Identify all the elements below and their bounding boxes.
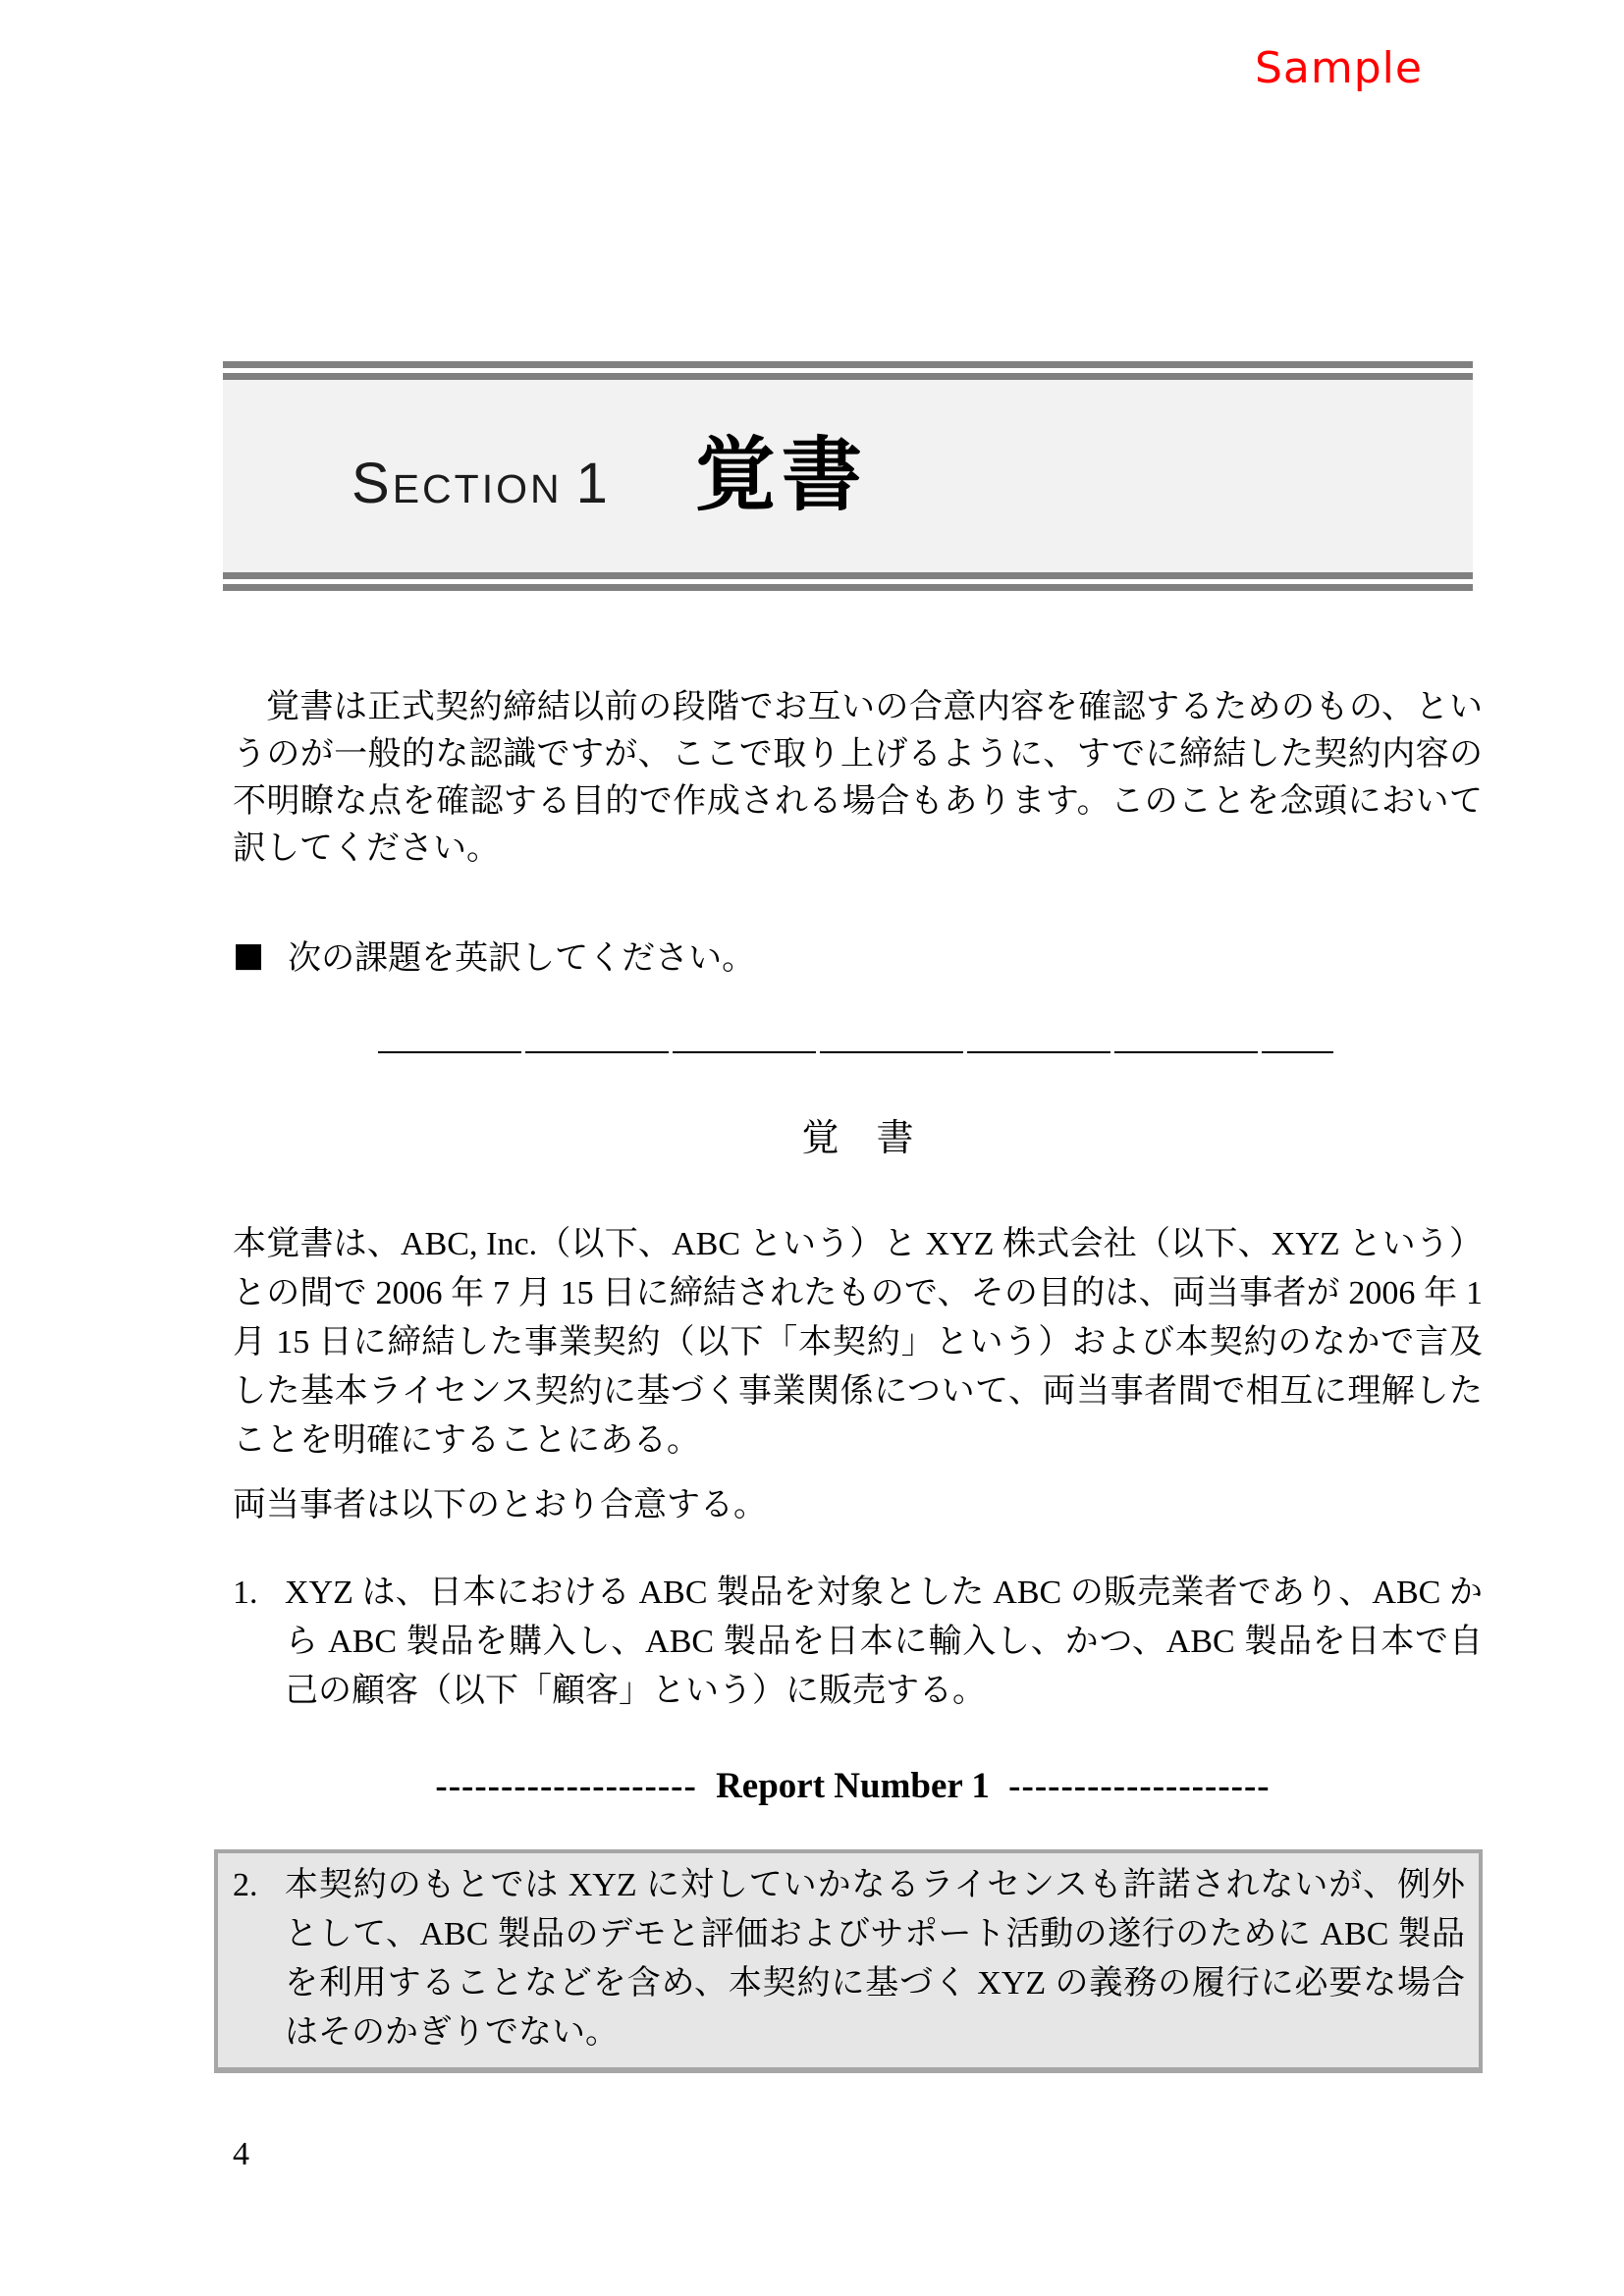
header-top-rule-2 <box>223 373 1473 380</box>
memo-item-1 <box>233 1569 1483 1716</box>
report-number-divider <box>223 1765 1483 1807</box>
divider-left-dashes: -------------------- <box>435 1766 697 1806</box>
header-bottom-rule-2 <box>223 584 1473 591</box>
header-bottom-rule-1 <box>223 572 1473 579</box>
memo-title: 覚 書 <box>801 1118 914 1159</box>
section-word-rest: ECTION <box>392 466 563 511</box>
task-instruction-row <box>233 931 1483 979</box>
section-header <box>223 361 1473 591</box>
memo-item-2 <box>233 1861 1465 2057</box>
sample-watermark: Sample <box>1255 43 1423 93</box>
memo-body-paragraph: 本覚書は、ABC, Inc.（以下、ABC という）と XYZ 株式会社（以下、XYZ という）との間で 2006 年 7 月 15 日に締結されたもので、その目的は、両当事者が 2006 年 1 月 15 日に締結した事業契約（以下「本契約」という）および本契約のなかで言及した基本ライセンス契約に基づく事業関係について、両当事者間で相互に理解したことを明確にすることにある。 <box>233 1226 1483 1459</box>
task-instruction-text: 次の課題を英訳してください。 <box>288 938 756 978</box>
page-number: 4 <box>233 2136 249 2172</box>
memo-item-1-text: XYZ は、日本における ABC 製品を対象とした ABC の販売業者であり、ABC から ABC 製品を購入し、ABC 製品を日本に輸入し、かつ、ABC 製品を日本で自己の顧客（以下「顧客」という）に販売する。 <box>285 1575 1483 1709</box>
section-title: 覚書 <box>694 429 868 522</box>
memo-item-2-number: 2. <box>233 1867 258 1903</box>
memo-item-1-number: 1. <box>233 1575 258 1611</box>
section-number: 1 <box>575 452 611 515</box>
section-word-initial: S <box>352 452 393 515</box>
memo-item-2-text: 本契約のもとでは XYZ に対していかなるライセンスも許諾されないが、例外として、ABC 製品のデモと評価およびサポート活動の遂行のために ABC 製品を利用することなどを含め、本契約に基づく XYZ の義務の履行に必要な場合はそのかぎりでない。 <box>285 1867 1465 2051</box>
section-header-band <box>223 380 1473 572</box>
intro-paragraph: 覚書は正式契約締結以前の段階でお互いの合意内容を確認するためのもの、というのが一般的な認識ですが、ここで取り上げるように、すでに締結した契約内容の不明瞭な点を確認する目的で作成される場合もあります。このことを念頭において訳してください。 <box>233 687 1483 868</box>
highlighted-item-box <box>214 1849 1483 2073</box>
memo-top-underline <box>378 1051 1333 1053</box>
divider-label: Report Number 1 <box>716 1766 990 1806</box>
memo-agreement-line: 両当事者は以下のとおり合意する。 <box>233 1487 767 1523</box>
divider-right-dashes: -------------------- <box>1008 1766 1271 1806</box>
square-bullet-icon: ■ <box>233 934 265 975</box>
section-label <box>352 451 611 516</box>
header-top-rule-1 <box>223 361 1473 368</box>
